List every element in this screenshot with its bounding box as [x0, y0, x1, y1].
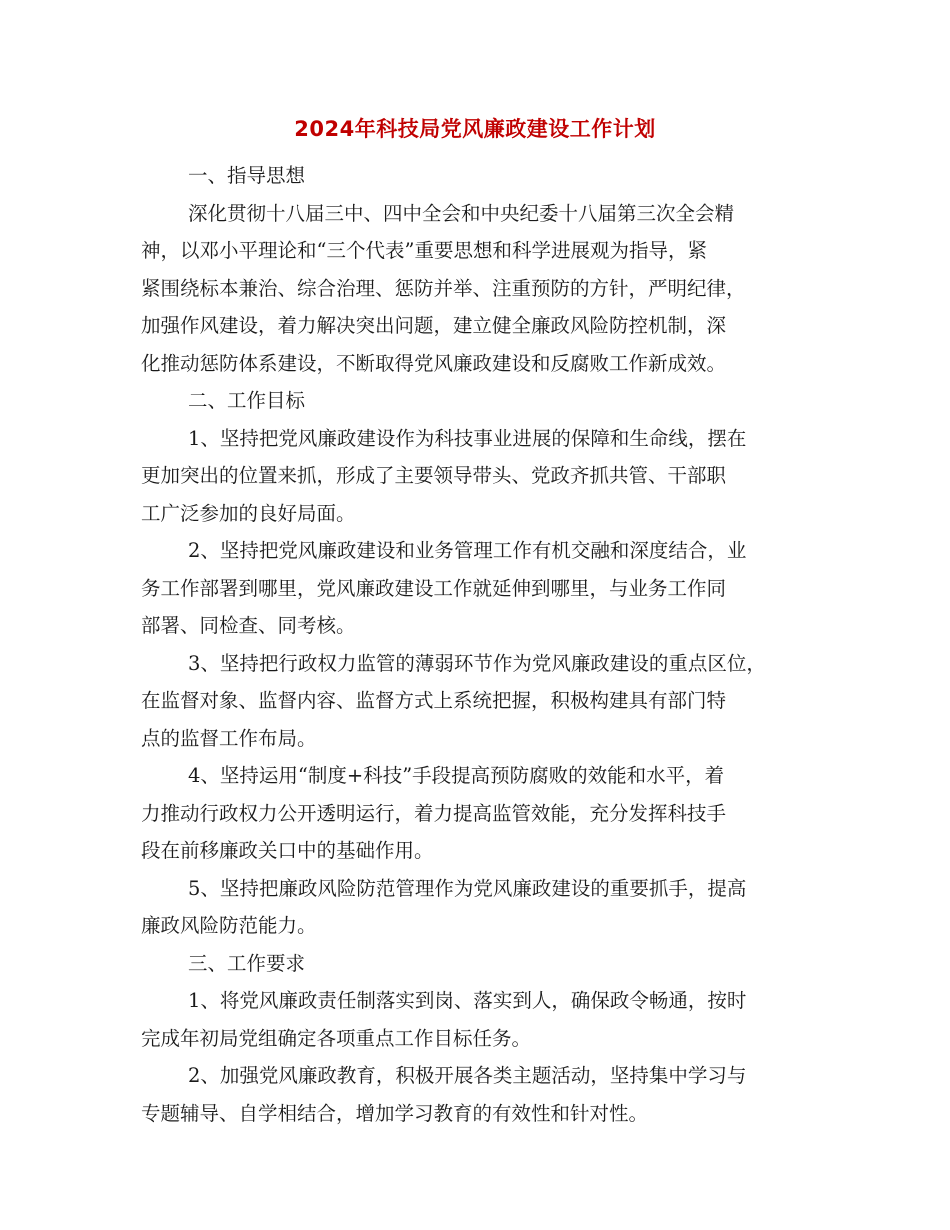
paragraph-line: 5、坚持把廉政风险防范管理作为党风廉政建设的重要抓手，提高	[188, 876, 747, 900]
paragraph-line: 段在前移廉政关口中的基础作用。	[141, 839, 434, 862]
paragraph-line: 2、坚持把党风廉政建设和业务管理工作有机交融和深度结合，业	[188, 539, 747, 562]
section-work-requirements	[141, 945, 811, 1133]
paragraph-line: 在监督对象、监督内容、监督方式上系统把握，积极构建具有部门特	[141, 689, 727, 712]
paragraph-line: 力推动行政权力公开透明运行，着力提高监管效能，充分发挥科技手	[141, 801, 727, 825]
paragraph	[141, 532, 811, 645]
paragraph	[141, 757, 811, 870]
paragraph-line: 完成年初局党组确定各项重点工作目标任务。	[141, 1026, 532, 1050]
paragraph-line: 神，以邓小平理论和“三个代表”重要思想和科学进展观为指导，紧	[141, 239, 707, 262]
paragraph-line: 1、坚持把党风廉政建设作为科技事业进展的保障和生命线，摆在	[188, 426, 747, 450]
document-title: 2024年科技局党风廉政建设工作计划	[294, 117, 656, 141]
paragraph	[141, 1057, 811, 1132]
paragraph-line: 加强作风建设，着力解决突出问题，建立健全廉政风险防控机制，深	[141, 314, 727, 337]
paragraph	[141, 195, 811, 383]
paragraph-line: 化推动惩防体系建设，不断取得党风廉政建设和反腐败工作新成效。	[141, 351, 727, 375]
section-heading: 二、工作目标	[188, 389, 306, 412]
section-heading: 三、工作要求	[188, 951, 306, 975]
paragraph-line: 4、坚持运用“制度+科技”手段提高预防腐败的效能和水平，着	[188, 764, 725, 787]
paragraph	[141, 870, 811, 945]
section-heading: 一、指导思想	[188, 164, 306, 187]
section-work-goals	[141, 382, 811, 945]
paragraph-line: 部署、同检查、同考核。	[141, 614, 356, 637]
paragraph-line: 深化贯彻十八届三中、四中全会和中央纪委十八届第三次全会精	[188, 201, 735, 225]
paragraph-line: 1、将党风廉政责任制落实到岗、落实到人，确保政令畅通，按时	[188, 989, 747, 1012]
paragraph	[141, 982, 811, 1057]
section-guiding-ideology	[141, 157, 811, 382]
paragraph-line: 廉政风险防范能力。	[141, 914, 317, 937]
document-body	[141, 157, 811, 1132]
paragraph-line: 紧围绕标本兼治、综合治理、惩防并举、注重预防的方针，严明纪律，	[141, 276, 746, 300]
paragraph-line: 更加突出的位置来抓，形成了主要领导带头、党政齐抓共管、干部职	[141, 464, 727, 487]
paragraph-line: 点的监督工作布局。	[141, 726, 317, 750]
paragraph	[141, 645, 811, 758]
paragraph-line: 工广泛参加的良好局面。	[141, 501, 356, 525]
paragraph-line: 3、坚持把行政权力监管的薄弱环节作为党风廉政建设的重点区位，	[188, 651, 766, 675]
paragraph-line: 专题辅导、自学相结合，增加学习教育的有效性和针对性。	[141, 1101, 649, 1125]
paragraph	[141, 420, 811, 533]
paragraph-line: 2、加强党风廉政教育，积极开展各类主题活动，坚持集中学习与	[188, 1064, 747, 1087]
paragraph-line: 务工作部署到哪里，党风廉政建设工作就延伸到哪里，与业务工作同	[141, 576, 727, 600]
